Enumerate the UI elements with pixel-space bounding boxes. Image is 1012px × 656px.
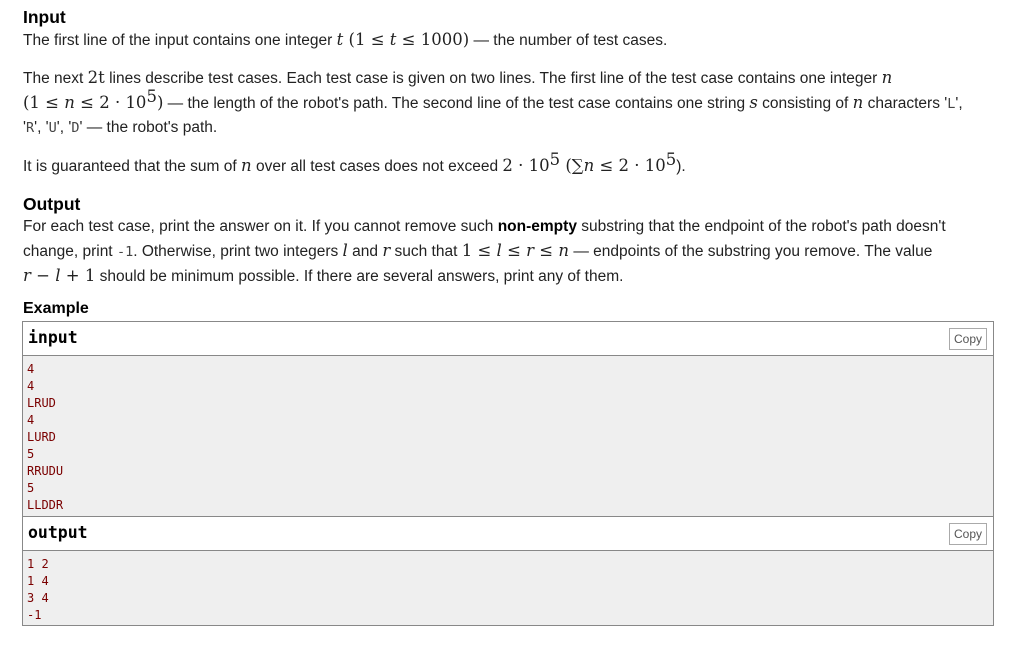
example-output-label: output xyxy=(28,523,88,542)
output-heading: Output xyxy=(23,194,81,214)
example-input-content xyxy=(23,356,993,516)
input-line: 4 xyxy=(27,362,35,376)
input-paragraph-1: The first line of the input contains one integer t (1 ≤ t ≤ 1000) — the number of test cases. xyxy=(23,30,668,49)
input-line: 4 xyxy=(27,379,35,393)
example-output-box xyxy=(22,516,994,626)
example-heading: Example xyxy=(23,300,89,317)
example-input-box xyxy=(22,321,994,517)
output-line: 3 4 xyxy=(27,591,49,605)
example-input-header xyxy=(23,322,993,356)
input-line: RRUDU xyxy=(27,464,64,478)
input-line: LRUD xyxy=(27,396,56,410)
input-line: 4 xyxy=(27,413,35,427)
output-line: -1 xyxy=(27,608,42,622)
input-heading: Input xyxy=(23,7,66,27)
output-line: 1 4 xyxy=(27,574,49,588)
example-input-label: input xyxy=(28,328,78,347)
copy-input-button[interactable]: Copy xyxy=(949,328,987,350)
copy-output-button[interactable]: Copy xyxy=(949,523,987,545)
output-paragraph: For each test case, print the answer on it. If you cannot remove such non-empty substring that the endpoint of the robot's path doesn't change, print -1. Otherwise, print two integers l and r such that 1 ≤ l ≤ r ≤ n — endpoints of the substring you remove. The value r − l + 1 should be minimum possible. If there are several answers, print any of them. xyxy=(23,218,946,285)
output-line: 1 2 xyxy=(27,557,49,571)
input-paragraph-3: It is guaranteed that the sum of n over all test cases does not exceed $2 \cdot 10^5$ $(\sum n \le 2 \cdot 10^5)$. xyxy=(23,150,686,175)
example-output-header xyxy=(23,517,993,551)
input-paragraph-2: The next 2t lines describe test cases. Each test case is given on two lines. The first line of the test case contains one integer n $(1 \le n \le 2 \cdot 10^5)$ — the length of the robot's path. The second line of the test case contains one string s consisting of n characters 'L', 'R', 'U', 'D' — the robot's path. xyxy=(23,68,963,136)
input-line: 5 xyxy=(27,447,35,461)
input-line: LLDDR xyxy=(27,498,64,512)
input-line: LURD xyxy=(27,430,56,444)
example-output-content xyxy=(23,551,993,625)
input-line: 5 xyxy=(27,481,35,495)
